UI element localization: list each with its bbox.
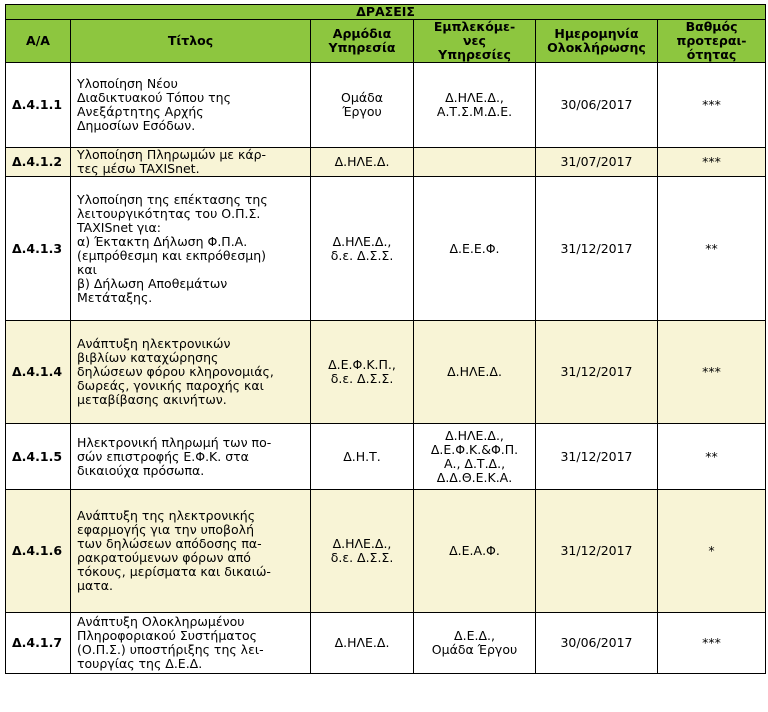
cell-priority: *** [658, 321, 766, 424]
cell-title-line: Υλοποίηση Νέου [77, 76, 178, 91]
cell-service [311, 490, 414, 613]
cell-title-line: Ηλεκτρονική πληρωμή των πο- [77, 434, 272, 450]
cell-priority: *** [658, 63, 766, 148]
cell-priority: * [658, 490, 766, 613]
cell-title-line: τόκους, μερίσματα και δικαιώ- [77, 564, 271, 579]
cell-title-line: μεταβίβασης ακινήτων. [77, 392, 227, 407]
cell-title-line: Μετάταξης. [77, 289, 153, 305]
cell-service [311, 63, 414, 148]
header-involved: Εμπλεκόμε- νες Υπηρεσίες [414, 20, 536, 63]
cell-involved-line: Δ.Ε.Φ.Κ.&Φ.Π. [430, 441, 519, 457]
cell-involved-line: Ομάδα Έργου [431, 642, 518, 657]
cell-priority: *** [658, 613, 766, 674]
cell-title [71, 177, 311, 321]
cell-service [311, 424, 414, 490]
cell-title [71, 321, 311, 424]
cell-title-line: και [77, 261, 97, 277]
cell-aa: Δ.4.1.2 [6, 148, 71, 177]
cell-service [311, 321, 414, 424]
cell-service [311, 613, 414, 674]
table-row [6, 148, 766, 177]
cell-title-line: Διαδικτυακού Τόπου της [77, 90, 231, 105]
header-service: Αρμόδια Υπηρεσία [311, 20, 414, 63]
cell-title-line: των δηλώσεων απόδοσης πα- [77, 536, 262, 551]
header-priority: Βαθμός προτεραι- ότητας [658, 20, 766, 63]
cell-title-line: βιβλίων καταχώρησης [77, 350, 219, 365]
cell-involved [414, 148, 536, 177]
cell-date: 31/12/2017 [536, 424, 658, 490]
cell-involved [414, 490, 536, 613]
cell-involved-line: Δ.Ε.Δ., [454, 628, 495, 643]
cell-involved [414, 424, 536, 490]
cell-title [71, 613, 311, 674]
header-aa: Α/Α [6, 20, 71, 63]
cell-title-line: Ανάπτυξη ηλεκτρονικών [77, 336, 231, 351]
table-row [6, 613, 766, 674]
cell-title-line: τουργίας της Δ.Ε.Δ. [77, 656, 203, 671]
cell-involved [414, 613, 536, 674]
cell-title [71, 63, 311, 148]
cell-involved-line: Α.Τ.Σ.Μ.Δ.Ε. [436, 104, 513, 119]
cell-aa: Δ.4.1.7 [6, 613, 71, 674]
cell-title-line: Δημοσίων Εσόδων. [77, 118, 196, 133]
cell-involved-line: Δ.ΗΛΕ.Δ., [445, 427, 504, 443]
cell-date: 31/12/2017 [536, 490, 658, 613]
cell-service-line: δ.ε. Δ.Σ.Σ. [330, 247, 394, 263]
cell-involved-line: Δ.Δ.Θ.Ε.Κ.Α. [436, 469, 513, 485]
cell-priority: ** [658, 424, 766, 490]
cell-title-line: TAXISnet για: [77, 219, 161, 235]
cell-service-line: Δ.Η.Τ. [343, 448, 381, 464]
cell-title-line: ρακρατούμενων φόρων από [77, 550, 251, 565]
cell-title-line: εφαρμογής για την υποβολή [77, 522, 255, 537]
cell-service-line: Δ.ΗΛΕ.Δ., [332, 233, 392, 249]
cell-title-line: δηλώσεων φόρου κληρονομιάς, [77, 364, 274, 379]
cell-title-line: σών επιστροφής Ε.Φ.Κ. στα [77, 448, 249, 464]
cell-aa: Δ.4.1.1 [6, 63, 71, 148]
cell-title-line: Ανεξάρτητης Αρχής [77, 104, 204, 119]
table-title: ΔΡΑΣΕΙΣ [6, 5, 766, 20]
cell-title [71, 148, 311, 177]
cell-priority: ** [658, 177, 766, 321]
cell-title-line: β) Δήλωση Αποθεμάτων [77, 275, 228, 291]
cell-involved [414, 177, 536, 321]
cell-title-line: α) Έκτακτη Δήλωση Φ.Π.Α. [77, 233, 248, 249]
actions-table [5, 4, 766, 674]
cell-involved [414, 63, 536, 148]
cell-service [311, 177, 414, 321]
cell-service-line: Δ.Ε.Φ.Κ.Π., [328, 357, 396, 372]
cell-title-line: Υλοποίηση Πληρωμών με κάρ- [77, 147, 267, 162]
cell-service-line: Ομάδα [341, 90, 383, 105]
cell-title-line: (Ο.Π.Σ.) υποστήριξης της λει- [77, 642, 264, 657]
cell-title [71, 490, 311, 613]
table-row [6, 490, 766, 613]
cell-date: 30/06/2017 [536, 613, 658, 674]
cell-title-line: δικαιούχα πρόσωπα. [77, 462, 205, 478]
cell-service-line: δ.ε. Δ.Σ.Σ. [330, 550, 394, 565]
cell-title-line: Ανάπτυξη Ολοκληρωμένου [77, 614, 245, 629]
cell-aa: Δ.4.1.5 [6, 424, 71, 490]
cell-involved-line: Δ.ΗΛΕ.Δ., [445, 90, 504, 105]
cell-title-line: τες μέσω TAXISnet. [77, 161, 200, 176]
cell-title-line: Υλοποίηση της επέκτασης της [77, 191, 268, 207]
cell-title [71, 424, 311, 490]
cell-date: 30/06/2017 [536, 63, 658, 148]
cell-involved-line: Α., Δ.Τ.Δ., [443, 455, 506, 471]
cell-title-line: Πληροφοριακού Συστήματος [77, 628, 258, 643]
cell-aa: Δ.4.1.4 [6, 321, 71, 424]
cell-date: 31/12/2017 [536, 177, 658, 321]
cell-involved-line: Δ.Ε.Α.Φ. [449, 543, 500, 558]
cell-involved-line: Δ.Ε.Ε.Φ. [449, 240, 500, 256]
cell-title-line: δωρεάς, γονικής παροχής και [77, 378, 264, 393]
cell-title-line: (εμπρόθεσμη και εκπρόθεσμη) [77, 247, 266, 263]
cell-service-line: Δ.ΗΛΕ.Δ. [334, 154, 390, 169]
cell-service-line: Δ.ΗΛΕ.Δ., [332, 536, 392, 551]
cell-aa: Δ.4.1.3 [6, 177, 71, 321]
table-row [6, 424, 766, 490]
table-row [6, 321, 766, 424]
cell-title-line: λειτουργικότητας του Ο.Π.Σ. [77, 205, 261, 221]
cell-involved-line: Δ.ΗΛΕ.Δ. [447, 364, 502, 379]
cell-service-line: Έργου [342, 104, 382, 119]
cell-service [311, 148, 414, 177]
cell-aa: Δ.4.1.6 [6, 490, 71, 613]
cell-service-line: Δ.ΗΛΕ.Δ. [334, 635, 390, 650]
table-row [6, 63, 766, 148]
cell-date: 31/07/2017 [536, 148, 658, 177]
header-title: Τίτλος [71, 20, 311, 63]
cell-priority: *** [658, 148, 766, 177]
header-date: Ημερομηνία Ολοκλήρωσης [536, 20, 658, 63]
cell-date: 31/12/2017 [536, 321, 658, 424]
cell-title-line: Ανάπτυξη της ηλεκτρονικής [77, 508, 256, 523]
cell-title-line: ματα. [77, 578, 113, 593]
cell-involved [414, 321, 536, 424]
table-row [6, 177, 766, 321]
cell-service-line: δ.ε. Δ.Σ.Σ. [330, 371, 394, 386]
